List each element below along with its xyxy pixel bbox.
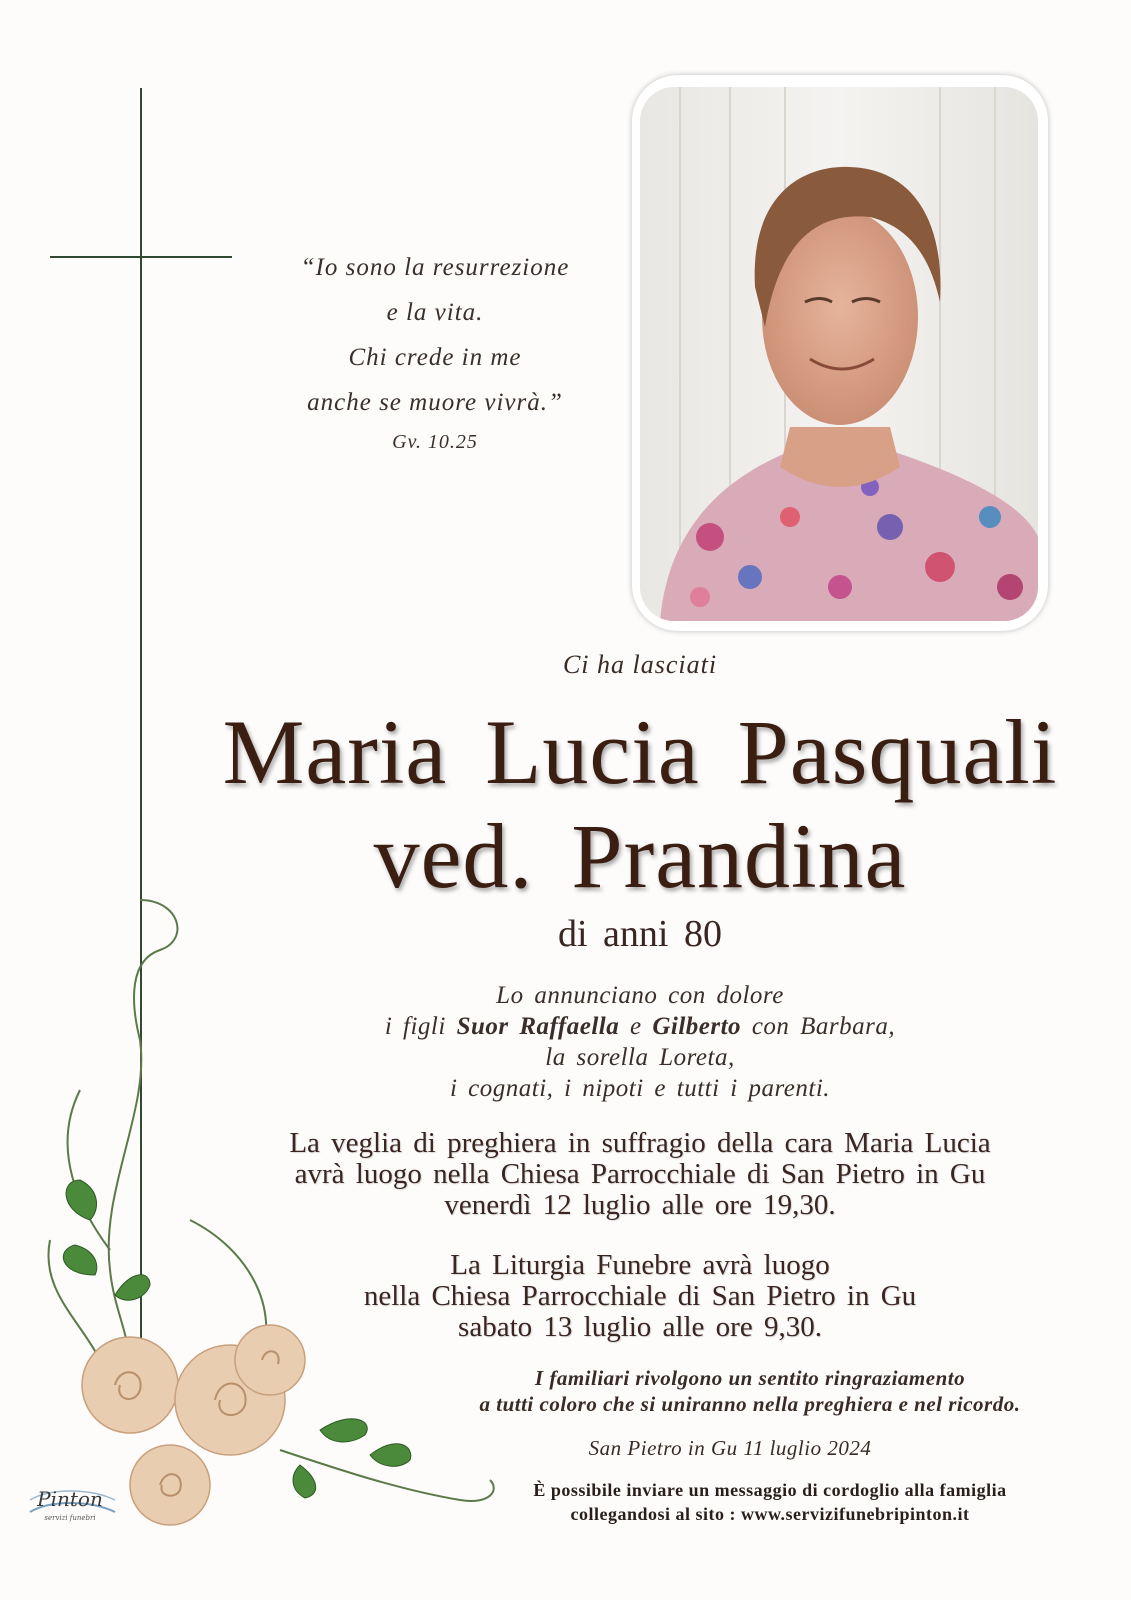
name-line-1: Maria Lucia Pasquali [222, 701, 1058, 803]
bible-quote [270, 245, 600, 459]
announce-children-suffix: con Barbara, [751, 1013, 896, 1040]
announce-line-3: la sorella Loreta, [545, 1044, 735, 1071]
announce-line-1: Lo annunciano con dolore [496, 982, 784, 1009]
vigil-line-3: venerdì 12 luglio alle ore 19,30. [444, 1189, 836, 1221]
quote-line-4: anche se muore vivrà.” [307, 389, 563, 416]
vigil-line-2: avrà luogo nella Chiesa Parrocchiale di San Pietro in Gu [294, 1158, 986, 1190]
thanks-line-2: a tutti coloro che si uniranno nella preghiera e nel ricordo. [479, 1392, 1021, 1416]
logo-tagline: servizi funebri [44, 1514, 96, 1522]
quote-reference: Gv. 10.25 [392, 431, 478, 453]
place-date: San Pietro in Gu 11 luglio 2024 [588, 1436, 872, 1460]
portrait-photo [640, 87, 1038, 621]
announce-line-4: i cognati, i nipoti e tutti i parenti. [449, 1075, 831, 1102]
deceased-name [150, 700, 1130, 908]
name-line-2: ved. Prandina [373, 805, 907, 907]
announce-children-prefix: i figli [384, 1013, 446, 1040]
quote-line-3: Chi crede in me [348, 344, 522, 371]
deceased-age: di anni 80 [558, 913, 722, 955]
funeral-line-3: sabato 13 luglio alle ore 9,30. [458, 1311, 822, 1343]
contact-line-1: È possibile inviare un messaggio di cordoglio alla famiglia [533, 1480, 1007, 1500]
announce-conjunction: e [629, 1013, 642, 1040]
intro-text: Ci ha lasciati [562, 650, 718, 679]
funeral-line-1: La Liturgia Funebre avrà luogo [450, 1249, 830, 1281]
pinton-logo [20, 1470, 120, 1530]
quote-line-1: “Io sono la resurrezione [300, 254, 570, 281]
funeral-line-2: nella Chiesa Parrocchiale di San Pietro in Gu [363, 1280, 917, 1312]
quote-line-2: e la vita. [386, 299, 484, 326]
cross-horizontal-bar [50, 256, 232, 258]
logo-name: Pinton [37, 1487, 103, 1511]
contact-line-2[interactable]: collegandosi al sito : www.servizifunebripinton.it [570, 1504, 970, 1524]
thanks-line-1: I familiari rivolgono un sentito ringraziamento [534, 1366, 966, 1390]
vigil-line-1: La veglia di preghiera in suffragio della cara Maria Lucia [289, 1127, 991, 1159]
child-name-1: Suor Raffaella [456, 1013, 620, 1040]
child-name-2: Gilberto [652, 1013, 742, 1040]
